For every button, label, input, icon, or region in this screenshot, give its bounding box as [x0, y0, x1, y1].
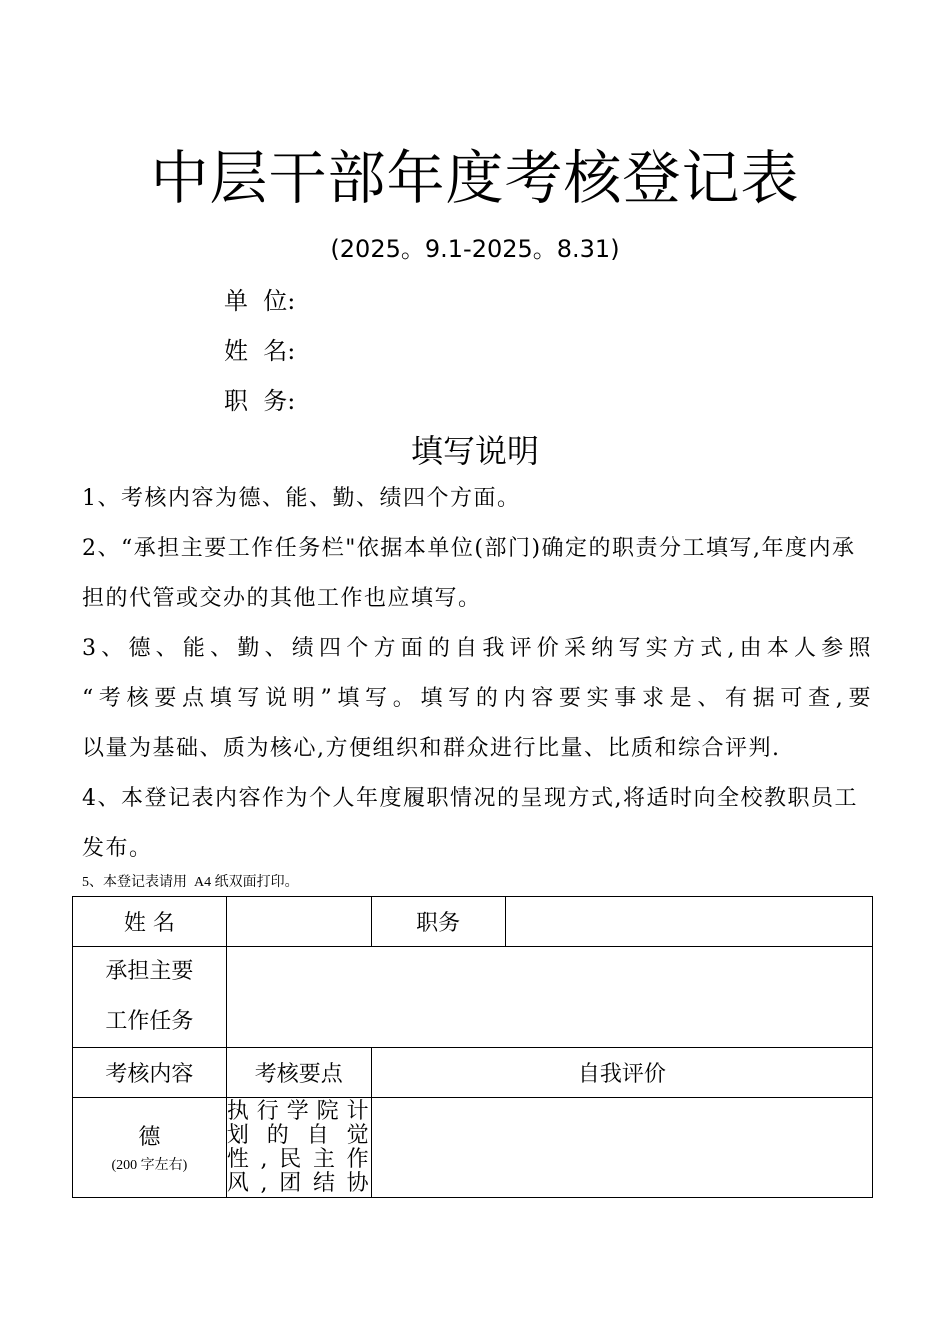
unit-field [224, 284, 302, 318]
registration-form-table [72, 896, 873, 1198]
header-content: 考核内容 [73, 1048, 227, 1098]
instruction-line: 以量为基础、质为核心,方便组织和群众进行比量、比质和综合评判. [82, 736, 781, 761]
post-label: 职 务: [224, 387, 296, 415]
de-points-cell [226, 1098, 371, 1198]
table-row [73, 897, 873, 947]
instruction-text: 1、考核内容为德、能、勤、绩四个方面。 [82, 486, 521, 511]
tasks-label-line: 工作任务 [105, 1009, 194, 1034]
instruction-item-2 [82, 524, 872, 624]
points-line: 执行学院计 [226, 1098, 371, 1124]
instruction-item-1 [82, 474, 872, 524]
post-cell-value[interactable] [505, 897, 873, 947]
instruction-line: “考核要点填写说明”填写。填写的内容要实事求是、有据可查,要 [82, 686, 872, 711]
table-row [73, 1048, 873, 1098]
post-field [224, 384, 302, 418]
tasks-cell-label [73, 947, 227, 1048]
de-label: 德 [138, 1124, 161, 1150]
header-points: 考核要点 [226, 1048, 371, 1098]
instruction-text: 4、本登记表内容作为个人年度履职情况的呈现方式,将适时向全校教职员工发布。 [82, 786, 858, 861]
points-line: 划的自觉 [226, 1122, 371, 1148]
instruction-item-3 [82, 624, 872, 774]
table-row [73, 947, 873, 1048]
name-field [224, 334, 302, 368]
table-row [73, 1098, 873, 1198]
instruction-item-4 [82, 774, 872, 874]
tasks-cell-value[interactable] [226, 947, 872, 1048]
unit-label: 单 位: [224, 287, 296, 315]
header-self-eval: 自我评价 [371, 1048, 872, 1098]
de-note: (200 字左右) [111, 1157, 188, 1173]
instruction-line: 3、德、能、勤、绩四个方面的自我评价采纳写实方式,由本人参照 [82, 636, 872, 661]
tasks-label-line: 承担主要 [105, 959, 194, 984]
name-cell-label: 姓 名 [73, 897, 227, 947]
page-title: 中层干部年度考核登记表 [150, 144, 800, 212]
post-cell-label: 职务 [371, 897, 505, 947]
instruction-item-5: 5、本登记表请用 A4 纸双面打印。 [82, 875, 299, 890]
instructions-title: 填写说明 [410, 432, 539, 470]
period-text: (2025。9.1-2025。8.31) [330, 235, 620, 263]
de-cell [73, 1098, 227, 1198]
instruction-text: 2、“承担主要工作任务栏"依据本单位(部门)确定的职责分工填写,年度内承担的代管或交办的其他工作也应填写。 [82, 536, 856, 611]
points-line: 风,团结协 [226, 1170, 371, 1196]
de-self-eval-cell[interactable] [371, 1098, 872, 1198]
name-label: 姓 名: [224, 337, 296, 365]
points-line: 性,民主作 [226, 1146, 371, 1172]
name-cell-value[interactable] [226, 897, 371, 947]
